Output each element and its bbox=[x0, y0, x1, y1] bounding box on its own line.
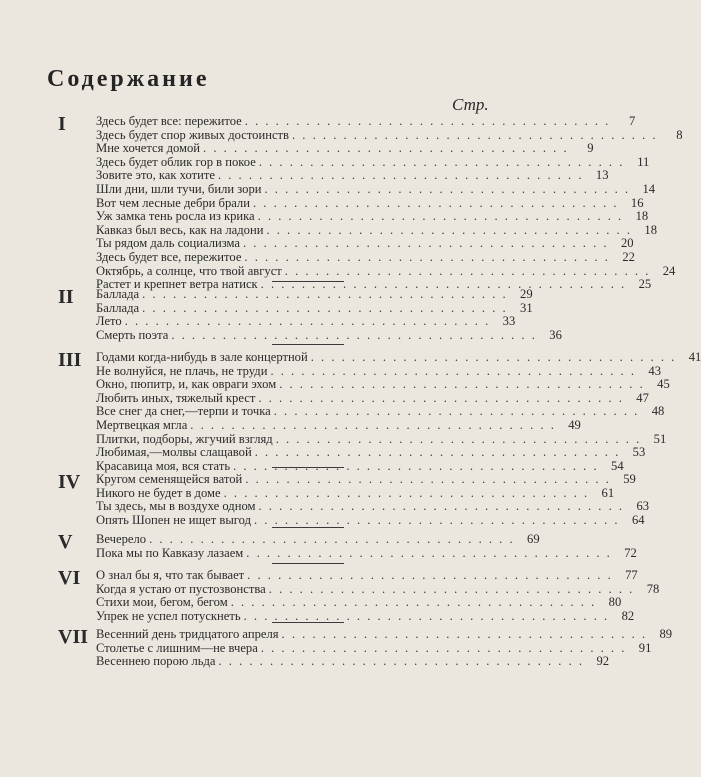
dot-leader: . . . . . . . . . . . . . . . . . . . . . . . . . . . . . . . . . . . . bbox=[149, 532, 515, 546]
entry-title: Здесь будет все: пережитое bbox=[96, 114, 242, 128]
entry-title: Упрек не успел потускнеть bbox=[96, 608, 241, 623]
dot-leader: . . . . . . . . . . . . . . . . . . . . . . . . . . . . . . . . . . . . bbox=[268, 581, 635, 596]
entry-page-number: 80 bbox=[608, 595, 622, 610]
entry-title: Ты здесь, мы в воздухе одном bbox=[96, 499, 256, 514]
dot-leader: . . . . . . . . . . . . . . . . . . . . . . . . . . . . . . . . . . . . bbox=[203, 141, 569, 156]
toc-entry bbox=[96, 141, 594, 156]
entry-page-number: 22 bbox=[622, 250, 635, 264]
dot-leader: . . . . . . . . . . . . . . . . . . . . . . . . . . . . . . . . . . . . bbox=[124, 314, 491, 329]
entry-page-number: 89 bbox=[659, 627, 673, 641]
entry-page-number: 43 bbox=[648, 363, 661, 378]
entry-page-number: 14 bbox=[642, 182, 656, 196]
dot-leader: . . . . . . . . . . . . . . . . . . . . . . . . . . . . . . . . . . . . bbox=[310, 350, 677, 364]
toc-entry bbox=[96, 418, 581, 432]
entry-title: Уж замка тень росла из крика bbox=[96, 209, 255, 224]
toc-entry bbox=[96, 654, 610, 669]
dot-leader: . . . . . . . . . . . . . . . . . . . . . . . . . . . . . . . . . . . . bbox=[247, 568, 613, 582]
dot-leader: . . . . . . . . . . . . . . . . . . . . . . . . . . . . . . . . . . . . bbox=[244, 250, 610, 264]
section-divider bbox=[272, 563, 344, 564]
entry-title: Весенний день тридцатого апреля bbox=[96, 627, 279, 641]
toc-entry bbox=[96, 595, 622, 610]
toc-entry bbox=[96, 222, 657, 237]
dot-leader: . . . . . . . . . . . . . . . . . . . . . . . . . . . . . . . . . . . . bbox=[245, 472, 611, 486]
toc-entry bbox=[96, 195, 644, 210]
toc-entry bbox=[96, 127, 683, 142]
toc-entry bbox=[96, 263, 676, 278]
toc-entry bbox=[96, 350, 701, 364]
dot-leader: . . . . . . . . . . . . . . . . . . . . . . . . . . . . . . . . . . . . bbox=[273, 404, 640, 419]
entry-title: Опять Шопен не ищет выгод bbox=[96, 512, 251, 527]
entry-title: Не волнуйся, не плачь, не труди bbox=[96, 363, 268, 378]
dot-leader: . . . . . . . . . . . . . . . . . . . . . . . . . . . . . . . . . . . . bbox=[284, 263, 651, 278]
page-column-header: Стр. bbox=[452, 95, 489, 114]
entry-title: Здесь будет все, пережитое bbox=[96, 250, 242, 264]
entry-title: Мне хочется домой bbox=[96, 141, 201, 156]
entry-title: Пока мы по Кавказу лазаем bbox=[96, 545, 244, 560]
entry-title: Годами когда-нибудь в зале концертной bbox=[96, 350, 308, 364]
section-numeral: V bbox=[58, 531, 73, 553]
dot-leader: . . . . . . . . . . . . . . . . . . . . . . . . . . . . . . . . . . . . bbox=[260, 277, 627, 292]
entry-page-number: 78 bbox=[646, 581, 660, 596]
entry-page-number: 48 bbox=[651, 404, 665, 419]
toc-entry bbox=[96, 608, 635, 623]
toc-entry bbox=[96, 314, 516, 329]
entry-title: Мертвецкая мгла bbox=[96, 418, 188, 432]
entry-page-number: 53 bbox=[632, 445, 646, 460]
entry-page-number: 29 bbox=[520, 287, 533, 301]
entry-title: Здесь будет спор живых достоинств bbox=[96, 127, 289, 142]
section-numeral: VII bbox=[58, 626, 89, 648]
entry-page-number: 82 bbox=[621, 608, 635, 623]
entry-page-number: 7 bbox=[629, 114, 636, 128]
entry-page-number: 31 bbox=[520, 300, 533, 315]
dot-leader: . . . . . . . . . . . . . . . . . . . . . . . . . . . . . . . . . . . . bbox=[217, 168, 584, 183]
section-numeral: IV bbox=[58, 471, 81, 493]
entry-page-number: 13 bbox=[595, 168, 609, 183]
entry-title: Все снег да снег,—терпи и точка bbox=[96, 404, 271, 419]
entry-page-number: 91 bbox=[638, 640, 652, 655]
dot-leader: . . . . . . . . . . . . . . . . . . . . . . . . . . . . . . . . . . . . bbox=[218, 654, 585, 669]
entry-title: Никого не будет в доме bbox=[96, 485, 221, 500]
entry-title: Вечерело bbox=[96, 532, 147, 546]
entry-page-number: 92 bbox=[596, 654, 610, 669]
entry-page-number: 20 bbox=[620, 236, 634, 251]
entry-title: Лето bbox=[96, 314, 122, 329]
entry-page-number: 18 bbox=[635, 209, 649, 224]
entry-title: Когда я устаю от пустозвонства bbox=[96, 581, 266, 596]
section-numeral: III bbox=[58, 349, 82, 371]
toc-entry bbox=[96, 472, 636, 486]
toc-entry bbox=[96, 627, 673, 641]
toc-entry bbox=[96, 154, 650, 169]
entry-title: Стихи мои, бегом, бегом bbox=[96, 595, 228, 610]
toc-entry bbox=[96, 640, 652, 655]
entry-title: Баллада bbox=[96, 300, 140, 315]
entry-page-number: 64 bbox=[631, 512, 645, 527]
entry-page-number: 25 bbox=[638, 277, 652, 292]
dot-leader: . . . . . . . . . . . . . . . . . . . . . . . . . . . . . . . . . . . . bbox=[266, 222, 632, 237]
entry-title: Красавица моя, вся стать bbox=[96, 458, 231, 473]
toc-entry bbox=[96, 581, 660, 596]
entry-title: Октябрь, а солнце, что твой август bbox=[96, 263, 282, 278]
dot-leader: . . . . . . . . . . . . . . . . . . . . . . . . . . . . . . . . . . . . bbox=[243, 236, 609, 251]
toc-entry bbox=[96, 168, 609, 183]
entry-page-number: 24 bbox=[662, 263, 676, 278]
toc-entry bbox=[96, 327, 562, 342]
entry-page-number: 51 bbox=[653, 431, 667, 446]
dot-leader: . . . . . . . . . . . . . . . . . . . . . . . . . . . . . . . . . . . . bbox=[254, 512, 620, 527]
entry-page-number: 63 bbox=[636, 499, 650, 514]
toc-entry bbox=[96, 363, 661, 378]
entry-page-number: 72 bbox=[624, 545, 637, 560]
entry-title: Ты рядом даль социализма bbox=[96, 236, 240, 251]
toc-entry bbox=[96, 485, 615, 500]
dot-leader: . . . . . . . . . . . . . . . . . . . . . . . . . . . . . . . . . . . . bbox=[279, 377, 645, 392]
dot-leader: . . . . . . . . . . . . . . . . . . . . . . . . . . . . . . . . . . . . bbox=[252, 195, 619, 210]
toc-entry bbox=[96, 545, 637, 560]
dot-leader: . . . . . . . . . . . . . . . . . . . . . . . . . . . . . . . . . . . . bbox=[258, 499, 625, 514]
section-divider bbox=[272, 622, 344, 623]
dot-leader: . . . . . . . . . . . . . . . . . . . . . . . . . . . . . . . . . . . . bbox=[171, 327, 537, 342]
dot-leader: . . . . . . . . . . . . . . . . . . . . . . . . . . . . . . . . . . . . bbox=[254, 445, 621, 460]
toc-entry bbox=[96, 209, 649, 224]
dot-leader: . . . . . . . . . . . . . . . . . . . . . . . . . . . . . . . . . . . . bbox=[190, 418, 556, 432]
toc-entry bbox=[96, 390, 649, 405]
dot-leader: . . . . . . . . . . . . . . . . . . . . . . . . . . . . . . . . . . . . bbox=[230, 595, 597, 610]
section-divider bbox=[272, 527, 344, 528]
entry-page-number: 36 bbox=[549, 327, 562, 342]
entry-title: Любимая,—молвы слащавой bbox=[96, 445, 252, 460]
toc-entry bbox=[96, 182, 656, 196]
entry-page-number: 47 bbox=[636, 390, 649, 405]
dot-leader: . . . . . . . . . . . . . . . . . . . . . . . . . . . . . . . . . . . . bbox=[264, 182, 631, 196]
dot-leader: . . . . . . . . . . . . . . . . . . . . . . . . . . . . . . . . . . . . bbox=[258, 390, 624, 405]
entry-title: Здесь будет облик гор в покое bbox=[96, 154, 256, 169]
toc-entry bbox=[96, 499, 650, 514]
entry-page-number: 61 bbox=[601, 485, 615, 500]
entry-page-number: 33 bbox=[502, 314, 516, 329]
dot-leader: . . . . . . . . . . . . . . . . . . . . . . . . . . . . . . . . . . . . bbox=[270, 363, 636, 378]
entry-page-number: 8 bbox=[676, 127, 683, 142]
section-numeral: II bbox=[58, 286, 74, 308]
entry-title: Баллада bbox=[96, 287, 140, 301]
entry-page-number: 16 bbox=[630, 195, 644, 210]
toc-entry bbox=[96, 568, 638, 582]
dot-leader: . . . . . . . . . . . . . . . . . . . . . . . . . . . . . . . . . . . . bbox=[281, 627, 648, 641]
dot-leader: . . . . . . . . . . . . . . . . . . . . . . . . . . . . . . . . . . . . bbox=[223, 485, 590, 500]
entry-title: Кругом семенящейся ватой bbox=[96, 472, 243, 486]
entry-title: О знал бы я, что так бывает bbox=[96, 568, 245, 582]
dot-leader: . . . . . . . . . . . . . . . . . . . . . . . . . . . . . . . . . . . . bbox=[275, 431, 642, 446]
toc-entry bbox=[96, 300, 533, 315]
toc-entry bbox=[96, 287, 533, 301]
toc-entry bbox=[96, 458, 624, 473]
page-title: Содержание bbox=[47, 66, 210, 92]
toc-entry bbox=[96, 532, 540, 546]
section-numeral: VI bbox=[58, 567, 81, 589]
dot-leader: . . . . . . . . . . . . . . . . . . . . . . . . . . . . . . . . . . . . bbox=[233, 458, 599, 473]
entry-title: Растет и крепнет ветра натиск bbox=[96, 277, 258, 292]
entry-page-number: 77 bbox=[625, 568, 638, 582]
entry-page-number: 59 bbox=[623, 472, 636, 486]
dot-leader: . . . . . . . . . . . . . . . . . . . . . . . . . . . . . . . . . . . . bbox=[292, 127, 658, 142]
entry-page-number: 11 bbox=[637, 154, 650, 169]
entry-page-number: 9 bbox=[587, 141, 594, 156]
dot-leader: . . . . . . . . . . . . . . . . . . . . . . . . . . . . . . . . . . . . bbox=[257, 209, 624, 224]
entry-page-number: 41 bbox=[688, 350, 701, 364]
section-divider bbox=[272, 344, 344, 345]
entry-title: Зовите это, как хотите bbox=[96, 168, 215, 183]
entry-title: Любить иных, тяжелый крест bbox=[96, 390, 256, 405]
section-numeral: I bbox=[58, 113, 66, 135]
toc-entry bbox=[96, 250, 635, 264]
toc-entry bbox=[96, 377, 670, 392]
entry-page-number: 54 bbox=[611, 458, 624, 473]
entry-page-number: 18 bbox=[644, 222, 657, 237]
toc-entry bbox=[96, 404, 665, 419]
entry-title: Весеннею порою льда bbox=[96, 654, 216, 669]
entry-page-number: 69 bbox=[527, 532, 540, 546]
dot-leader: . . . . . . . . . . . . . . . . . . . . . . . . . . . . . . . . . . . . bbox=[244, 114, 611, 128]
toc-entry bbox=[96, 445, 646, 460]
section-divider bbox=[272, 281, 344, 282]
entry-title: Столетье с лишним—не вчера bbox=[96, 640, 258, 655]
dot-leader: . . . . . . . . . . . . . . . . . . . . . . . . . . . . . . . . . . . . bbox=[142, 300, 508, 315]
entry-title: Плитки, подборы, жгучий взгляд bbox=[96, 431, 273, 446]
entry-title: Кавказ был весь, как на ладони bbox=[96, 222, 264, 237]
dot-leader: . . . . . . . . . . . . . . . . . . . . . . . . . . . . . . . . . . . . bbox=[142, 287, 508, 301]
entry-title: Шли дни, шли тучи, били зори bbox=[96, 182, 262, 196]
entry-page-number: 49 bbox=[568, 418, 581, 432]
toc-entry bbox=[96, 512, 645, 527]
section-divider bbox=[272, 467, 344, 468]
toc-entry bbox=[96, 431, 667, 446]
dot-leader: . . . . . . . . . . . . . . . . . . . . . . . . . . . . . . . . . . . . bbox=[243, 608, 610, 623]
entry-title: Вот чем лесные дебри брали bbox=[96, 195, 250, 210]
toc-entry bbox=[96, 236, 634, 251]
dot-leader: . . . . . . . . . . . . . . . . . . . . . . . . . . . . . . . . . . . . bbox=[258, 154, 625, 169]
toc-entry bbox=[96, 114, 636, 128]
entry-page-number: 45 bbox=[657, 377, 670, 392]
dot-leader: . . . . . . . . . . . . . . . . . . . . . . . . . . . . . . . . . . . . bbox=[260, 640, 627, 655]
entry-title: Окно, пюпитр, и, как овраги эхом bbox=[96, 377, 277, 392]
dot-leader: . . . . . . . . . . . . . . . . . . . . . . . . . . . . . . . . . . . . bbox=[246, 545, 612, 560]
entry-title: Смерть поэта bbox=[96, 327, 169, 342]
